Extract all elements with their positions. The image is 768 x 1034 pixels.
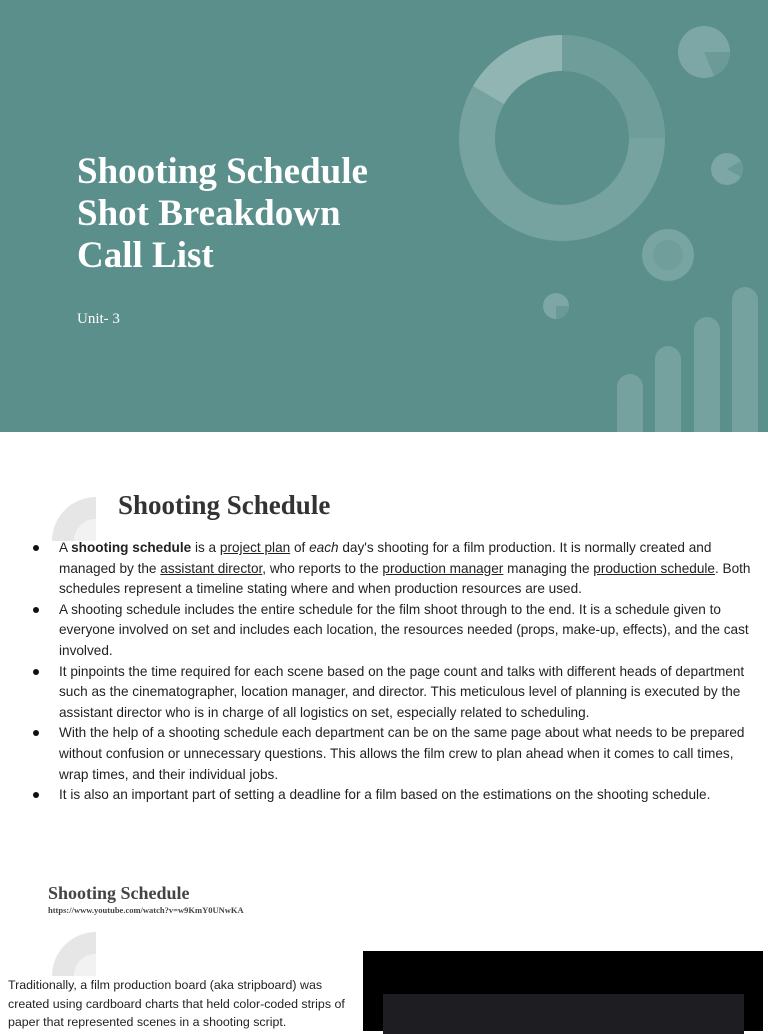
bullet-list <box>28 538 758 806</box>
body-paragraph: Traditionally, a film production board (aka stripboard) was created using cardboard charts that held color-coded strips of paper that represented scenes in a shooting script. <box>8 978 345 1029</box>
corner-arc-icon <box>52 497 96 541</box>
list-item: With the help of a shooting schedule each department can be on the same page about what needs to be prepared without confusion or unnecessary questions. This allows the film crew to plan ahead when it comes to call times, wrap times, and their individual jobs. <box>28 723 758 785</box>
bar-graphic-icon <box>617 287 758 432</box>
title-slide <box>0 0 768 432</box>
project-plan-link[interactable]: project plan <box>219 540 291 555</box>
slide3-title: Shooting Schedule <box>48 883 190 903</box>
list-item: It is also an important part of setting a deadline for a film based on the estimations on the shooting schedule. <box>28 785 758 806</box>
donut-highlight-icon <box>473 35 562 104</box>
bold-term: shooting schedule <box>71 540 192 555</box>
list-item: A shooting schedule includes the entire schedule for the film shoot through to the end. It is a schedule given to everyone involved on set and includes each location, the resources needed (props, make-up, effects), and the cast involved. <box>28 600 758 662</box>
title-line-3: Call List <box>77 235 214 276</box>
production-schedule-link[interactable]: production schedule <box>593 560 715 576</box>
corner-arc-icon <box>52 932 96 976</box>
title-line-2: Shot Breakdown <box>77 193 341 234</box>
list-item: It pinpoints the time required for each scene based on the page count and talks with different heads of department such as the cinematographer, location manager, and director. This meticulous level of planning is executed by the assistant director who is in charge of all logistics on set, especially related to scheduling. <box>28 662 758 724</box>
production-manager-link[interactable]: production manager <box>382 560 504 576</box>
section-heading: Shooting Schedule <box>118 490 331 520</box>
subtitle: Unit- 3 <box>77 311 120 327</box>
video-player[interactable] <box>363 951 763 1031</box>
video-url-link[interactable]: https://www.youtube.com/watch?v=w9KmY0UNwKA <box>48 905 244 915</box>
assistant-director-link[interactable]: assistant director <box>160 560 263 576</box>
title-line-1: Shooting Schedule <box>77 151 368 192</box>
donut-segment-icon <box>562 35 665 138</box>
list-item: A shooting schedule is a project plan of each day's shooting for a film production. It is normally created and managed by the assistant director, who reports to the production manager managing the production schedule. Both schedules represent a timeline stating where and when production resources are used. <box>28 538 758 600</box>
video-frame <box>383 994 744 1034</box>
